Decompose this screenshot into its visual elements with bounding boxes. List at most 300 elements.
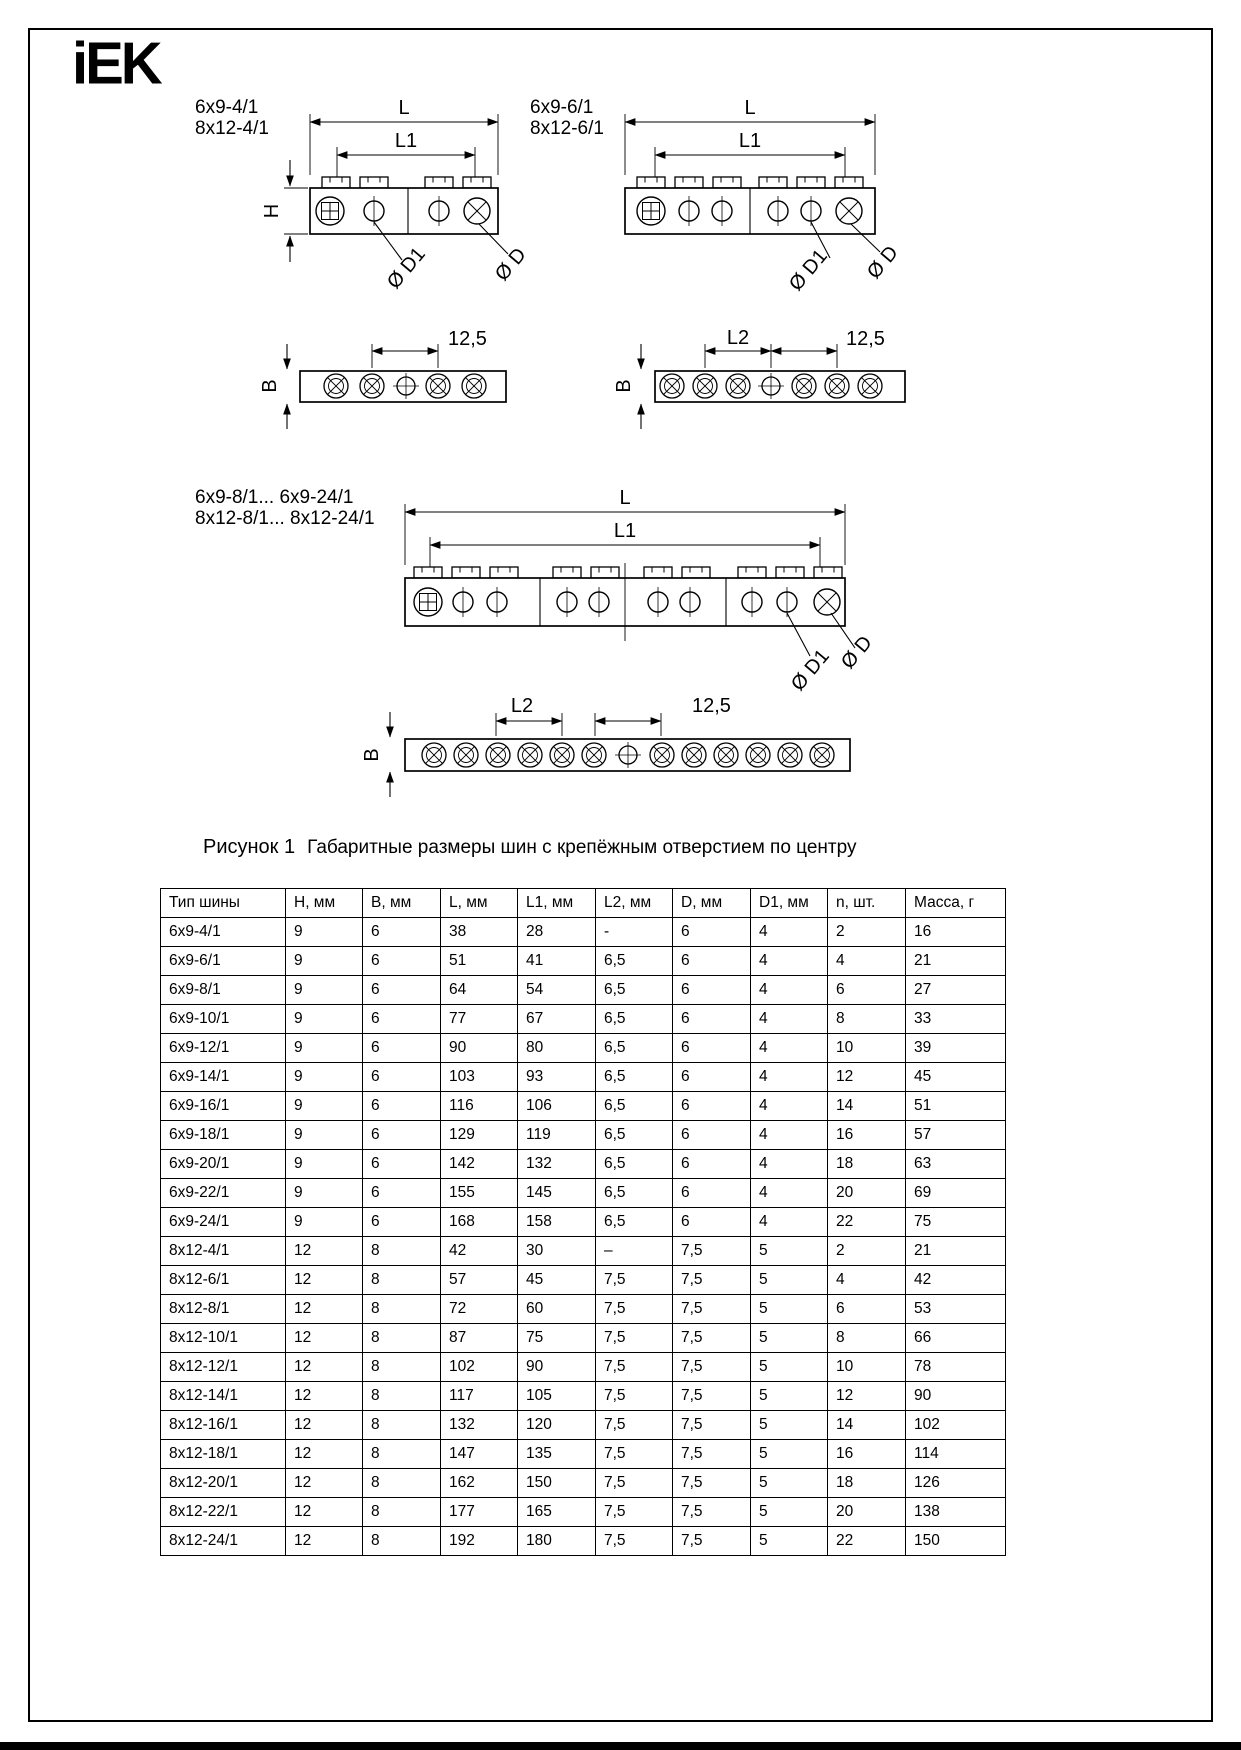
value-cell: 6,5 [596,1208,673,1237]
value-cell: 12 [286,1295,363,1324]
dim-label-L1: L1 [394,130,418,152]
dim-label-L: L [744,97,756,119]
value-cell: 28 [518,918,596,947]
value-cell: 120 [518,1411,596,1440]
dim-label-L1: L1 [738,130,762,152]
value-cell: 78 [906,1353,1006,1382]
shina-type-cell: 6x9-24/1 [161,1208,286,1237]
terminal-hole-top [778,743,802,767]
value-cell: 8 [363,1440,441,1469]
front-view-8-24-1 [405,487,877,695]
value-cell: 6 [673,1208,751,1237]
value-cell: 12 [286,1440,363,1469]
table-row [161,1411,1006,1440]
clamp-tab [644,567,672,578]
value-cell: 6 [363,1150,441,1179]
dim-label-D: Ø D [862,241,903,284]
value-cell: 69 [906,1179,1006,1208]
drawing-group-8-24-1 [195,487,877,797]
value-cell: 155 [441,1179,518,1208]
terminal-hole-top [810,743,834,767]
value-cell: 6 [673,1005,751,1034]
value-cell: 129 [441,1121,518,1150]
value-cell: 6,5 [596,1179,673,1208]
shina-type-cell: 6x9-8/1 [161,976,286,1005]
value-cell: 7,5 [673,1266,751,1295]
dim-label-H: H [261,203,283,219]
value-cell: 8 [363,1498,441,1527]
value-cell: 9 [286,1208,363,1237]
value-cell: 9 [286,1034,363,1063]
shina-type-cell: 8x12-24/1 [161,1527,286,1556]
value-cell: 9 [286,1179,363,1208]
clamp-tab [738,567,766,578]
column-header: L1, мм [518,889,596,918]
value-cell: 7,5 [596,1498,673,1527]
shina-type-cell: 8x12-12/1 [161,1353,286,1382]
terminal-hole-top [462,374,486,398]
clamp-tab [463,177,491,188]
value-cell: 4 [751,1034,828,1063]
value-cell: 66 [906,1324,1006,1353]
value-cell: 7,5 [673,1498,751,1527]
clamp-tab [814,567,842,578]
value-cell: 5 [751,1295,828,1324]
table-row [161,1266,1006,1295]
terminal-hole-top [650,743,674,767]
dim-H [261,160,308,262]
terminal-hole [464,198,490,224]
value-cell: 138 [906,1498,1006,1527]
value-cell: 9 [286,1005,363,1034]
shina-type-cell: 6x9-22/1 [161,1179,286,1208]
value-cell: 192 [441,1527,518,1556]
table-row [161,1440,1006,1469]
terminal-hole-top [426,374,450,398]
dim-label-12-5: 12,5 [692,695,731,717]
value-cell: 12 [286,1527,363,1556]
value-cell: 7,5 [596,1469,673,1498]
terminal-hole-top [360,374,384,398]
shina-type-cell: 8x12-22/1 [161,1498,286,1527]
value-cell: 105 [518,1382,596,1411]
clamp-tab [360,177,388,188]
value-cell: 51 [906,1092,1006,1121]
figure-caption-label: Рисунок 1 [203,836,296,858]
dim-label-12-5: 12,5 [448,328,487,350]
value-cell: 6 [828,1295,906,1324]
variant-label: 6x9-4/1 [195,97,259,118]
column-header: B, мм [363,889,441,918]
value-cell: 16 [906,918,1006,947]
variant-label: 8x12-4/1 [195,118,269,139]
table-row [161,1237,1006,1266]
value-cell: 7,5 [673,1411,751,1440]
value-cell: 102 [906,1411,1006,1440]
terminal-hole [814,589,840,615]
value-cell: 8 [828,1005,906,1034]
value-cell: 6 [363,1034,441,1063]
value-cell: 6 [828,976,906,1005]
value-cell: 12 [828,1382,906,1411]
value-cell: 180 [518,1527,596,1556]
table-row [161,1498,1006,1527]
value-cell: 4 [828,1266,906,1295]
value-cell: 6 [363,976,441,1005]
value-cell: 7,5 [596,1324,673,1353]
value-cell: 60 [518,1295,596,1324]
variant-label: 6x9-6/1 [530,97,594,118]
value-cell: 8 [363,1295,441,1324]
value-cell: 103 [441,1063,518,1092]
dim-L2 [496,695,562,736]
value-cell: 132 [518,1150,596,1179]
value-cell: 87 [441,1324,518,1353]
dim-label-B: B [613,379,635,393]
terminal-hole-top [858,374,882,398]
value-cell: 67 [518,1005,596,1034]
value-cell: 18 [828,1150,906,1179]
column-header: D, мм [673,889,751,918]
figure-caption-text: Габаритные размеры шин с крепёжным отверстием по центру [307,837,857,858]
value-cell: 6 [673,1034,751,1063]
value-cell: 14 [828,1411,906,1440]
dim-L1 [337,130,475,183]
table-row [161,1005,1006,1034]
value-cell: 33 [906,1005,1006,1034]
shina-type-cell: 8x12-20/1 [161,1469,286,1498]
value-cell: 64 [441,976,518,1005]
value-cell: 168 [441,1208,518,1237]
value-cell: 7,5 [673,1469,751,1498]
shina-type-cell: 8x12-16/1 [161,1411,286,1440]
dim-label-L2: L2 [510,695,534,717]
value-cell: 6 [363,918,441,947]
terminal-hole [316,197,344,225]
value-cell: 38 [441,918,518,947]
value-cell: 7,5 [596,1295,673,1324]
value-cell: 27 [906,976,1006,1005]
terminal-hole-top [693,374,717,398]
value-cell: 8 [363,1353,441,1382]
value-cell: 57 [906,1121,1006,1150]
value-cell: 5 [751,1353,828,1382]
terminal-hole [836,198,862,224]
value-cell: 102 [441,1353,518,1382]
value-cell: 4 [751,1005,828,1034]
value-cell: 6 [673,1179,751,1208]
value-cell: 117 [441,1382,518,1411]
dim-B [259,344,287,429]
terminal-hole-top [550,743,574,767]
value-cell: 12 [286,1266,363,1295]
value-cell: 7,5 [673,1295,751,1324]
terminal-hole-top [518,743,542,767]
value-cell: 6,5 [596,947,673,976]
value-cell: 147 [441,1440,518,1469]
value-cell: 119 [518,1121,596,1150]
table-row [161,918,1006,947]
terminal-hole-top [582,743,606,767]
shina-type-cell: 6x9-10/1 [161,1005,286,1034]
value-cell: 20 [828,1498,906,1527]
value-cell: 75 [906,1208,1006,1237]
shina-type-cell: 8x12-4/1 [161,1237,286,1266]
terminal-hole-top [746,743,770,767]
value-cell: 4 [751,947,828,976]
value-cell: 6 [363,1092,441,1121]
value-cell: 63 [906,1150,1006,1179]
top-view-6-1 [613,327,905,429]
value-cell: 6 [673,1150,751,1179]
shina-type-cell: 8x12-8/1 [161,1295,286,1324]
variant-label: 8x12-8/1... 8x12-24/1 [195,508,375,529]
drawing-group-4-1 [195,97,531,429]
shina-type-cell: 8x12-6/1 [161,1266,286,1295]
value-cell: 42 [441,1237,518,1266]
value-cell: 6,5 [596,1063,673,1092]
value-cell: 6 [363,947,441,976]
iek-logo: iEK [72,30,160,97]
value-cell: 6 [673,976,751,1005]
clamp-tab [675,177,703,188]
value-cell: 8 [363,1469,441,1498]
value-cell: 6 [673,1092,751,1121]
value-cell: 9 [286,976,363,1005]
value-cell: 177 [441,1498,518,1527]
value-cell: 142 [441,1150,518,1179]
value-cell: 30 [518,1237,596,1266]
value-cell: 14 [828,1092,906,1121]
column-header: L2, мм [596,889,673,918]
value-cell: 162 [441,1469,518,1498]
value-cell: – [596,1237,673,1266]
dim-label-12-5: 12,5 [846,328,885,350]
column-header: Масса, г [906,889,1006,918]
terminal-hole-top [422,743,446,767]
dim-12-5 [771,328,885,368]
value-cell: 90 [441,1034,518,1063]
value-cell: 6,5 [596,1092,673,1121]
table-row [161,947,1006,976]
value-cell: 8 [363,1324,441,1353]
value-cell: 7,5 [596,1353,673,1382]
variant-label: 8x12-6/1 [530,118,604,139]
value-cell: 75 [518,1324,596,1353]
value-cell: 4 [828,947,906,976]
shina-type-cell: 6x9-14/1 [161,1063,286,1092]
clamp-tab [414,567,442,578]
terminal-hole [414,588,442,616]
value-cell: 22 [828,1527,906,1556]
column-header: n, шт. [828,889,906,918]
value-cell: 6 [673,1063,751,1092]
dim-label-L: L [398,97,410,119]
value-cell: 8 [828,1324,906,1353]
table-row [161,1150,1006,1179]
value-cell: 8 [363,1527,441,1556]
value-cell: 132 [441,1411,518,1440]
table-row [161,1353,1006,1382]
value-cell: 4 [751,1063,828,1092]
value-cell: 12 [286,1411,363,1440]
terminal-hole-top [792,374,816,398]
clamp-tab [490,567,518,578]
value-cell: 5 [751,1440,828,1469]
value-cell: 4 [751,1150,828,1179]
value-cell: 150 [906,1527,1006,1556]
value-cell: 45 [518,1266,596,1295]
dim-label-L: L [619,487,631,509]
dim-label-D: Ø D [836,631,877,674]
value-cell: 6,5 [596,1150,673,1179]
clamp-tab [322,177,350,188]
terminal-hole-top [714,743,738,767]
variant-label: 6x9-8/1... 6x9-24/1 [195,487,354,508]
value-cell: 7,5 [596,1411,673,1440]
figure-caption [203,836,856,859]
value-cell: 93 [518,1063,596,1092]
value-cell: 6 [363,1005,441,1034]
value-cell: 45 [906,1063,1006,1092]
value-cell: 16 [828,1440,906,1469]
clamp-tab [553,567,581,578]
value-cell: 12 [828,1063,906,1092]
drawing-group-6-1 [530,97,905,429]
terminal-hole-top [454,743,478,767]
terminal-hole-top [660,374,684,398]
value-cell: 8 [363,1382,441,1411]
value-cell: 165 [518,1498,596,1527]
value-cell: 9 [286,1150,363,1179]
terminal-hole-top [825,374,849,398]
shina-type-cell: 6x9-6/1 [161,947,286,976]
value-cell: 12 [286,1382,363,1411]
value-cell: 77 [441,1005,518,1034]
value-cell: 8 [363,1411,441,1440]
shina-type-cell: 8x12-14/1 [161,1382,286,1411]
clamp-tab [713,177,741,188]
value-cell: 5 [751,1237,828,1266]
table-row [161,1063,1006,1092]
value-cell: 7,5 [673,1440,751,1469]
page-bottom-bar [0,1742,1241,1750]
top-view-4-1 [259,328,506,429]
value-cell: 42 [906,1266,1006,1295]
value-cell: 9 [286,1121,363,1150]
value-cell: 7,5 [673,1237,751,1266]
value-cell: 6 [363,1063,441,1092]
value-cell: 5 [751,1382,828,1411]
value-cell: 53 [906,1295,1006,1324]
value-cell: 21 [906,1237,1006,1266]
table-row [161,1121,1006,1150]
value-cell: 4 [751,1208,828,1237]
clamp-tab [425,177,453,188]
clamp-tab [637,177,665,188]
value-cell: 41 [518,947,596,976]
table-row [161,1208,1006,1237]
value-cell: - [596,918,673,947]
value-cell: 7,5 [673,1353,751,1382]
value-cell: 12 [286,1237,363,1266]
value-cell: 9 [286,1092,363,1121]
value-cell: 4 [751,1179,828,1208]
value-cell: 6 [363,1179,441,1208]
value-cell: 12 [286,1469,363,1498]
value-cell: 22 [828,1208,906,1237]
clamp-tab [682,567,710,578]
value-cell: 6 [363,1208,441,1237]
value-cell: 20 [828,1179,906,1208]
top-view-8-24-1 [361,695,850,797]
value-cell: 90 [518,1353,596,1382]
shina-type-cell: 6x9-4/1 [161,918,286,947]
front-view-4-1 [261,97,531,293]
value-cell: 2 [828,1237,906,1266]
table-row [161,1382,1006,1411]
value-cell: 6,5 [596,1121,673,1150]
value-cell: 8 [363,1266,441,1295]
value-cell: 126 [906,1469,1006,1498]
dim-label-L2: L2 [726,327,750,349]
value-cell: 6,5 [596,976,673,1005]
table-row [161,1034,1006,1063]
value-cell: 145 [518,1179,596,1208]
dim-label-B: B [361,748,383,762]
dim-12-5 [372,328,487,368]
clamp-tab [452,567,480,578]
value-cell: 5 [751,1527,828,1556]
value-cell: 7,5 [596,1527,673,1556]
value-cell: 106 [518,1092,596,1121]
dim-L1 [655,130,845,183]
table-row [161,1295,1006,1324]
value-cell: 6 [673,947,751,976]
value-cell: 4 [751,1121,828,1150]
table-row [161,1179,1006,1208]
value-cell: 5 [751,1324,828,1353]
shina-type-cell: 6x9-12/1 [161,1034,286,1063]
clamp-tab [797,177,825,188]
shina-type-cell: 6x9-18/1 [161,1121,286,1150]
value-cell: 12 [286,1353,363,1382]
value-cell: 12 [286,1498,363,1527]
value-cell: 2 [828,918,906,947]
clamp-tab [776,567,804,578]
spec-table [160,888,1006,1556]
value-cell: 10 [828,1353,906,1382]
value-cell: 90 [906,1382,1006,1411]
dim-D-leader [831,613,877,673]
terminal-hole-top [726,374,750,398]
value-cell: 6,5 [596,1034,673,1063]
dim-label-D: Ø D [490,243,531,286]
value-cell: 4 [751,918,828,947]
terminal-hole-top [486,743,510,767]
shina-type-cell: 8x12-10/1 [161,1324,286,1353]
value-cell: 6 [673,918,751,947]
clamp-tab [591,567,619,578]
value-cell: 5 [751,1411,828,1440]
table-row [161,1092,1006,1121]
dim-L2 [705,327,771,368]
value-cell: 4 [751,1092,828,1121]
value-cell: 158 [518,1208,596,1237]
table-header-row [161,889,1006,918]
value-cell: 80 [518,1034,596,1063]
dim-label-L1: L1 [613,520,637,542]
